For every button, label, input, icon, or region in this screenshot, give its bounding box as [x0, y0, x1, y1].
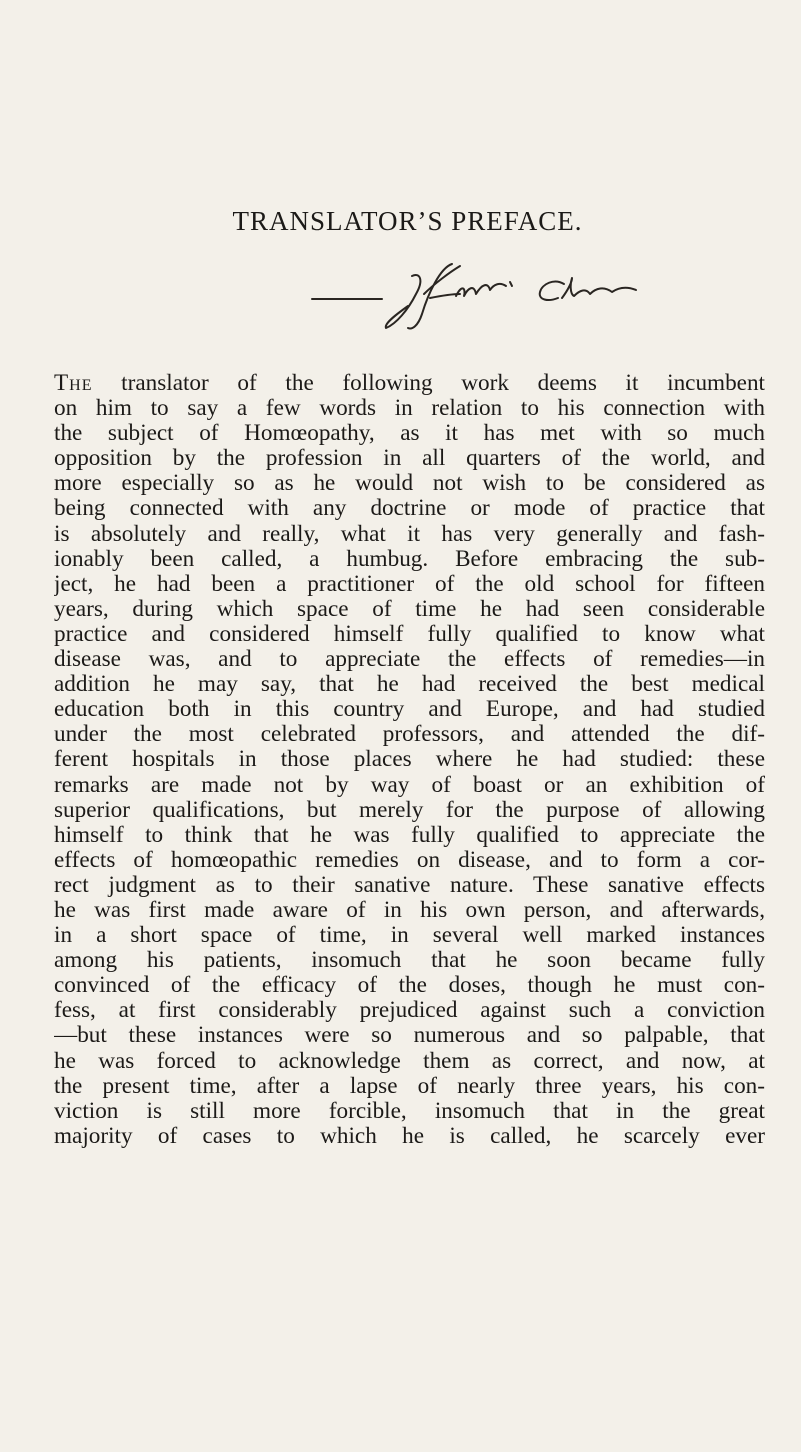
text-line: ionably been called, a humbug. Before embracing the sub- [54, 546, 765, 572]
text-line: being connected with any doctrine or mode of practice that [54, 496, 765, 522]
text-line: ferent hospitals in those places where he had studied: these [54, 747, 765, 773]
page-heading: TRANSLATOR’S PREFACE. [232, 206, 583, 236]
text-line: convinced of the efficacy of the doses, though he must con- [54, 973, 765, 999]
text-line: on him to say a few words in relation to his connection with [54, 396, 765, 422]
text-line: is absolutely and really, what it has very generally and fash- [54, 521, 765, 547]
text-line: remarks are made not by way of boast or an exhibition of [54, 772, 765, 798]
text-line: rect judgment as to their sanative nature. These sanative effects [54, 872, 765, 898]
text-line: he was forced to acknowledge them as correct, and now, at [54, 1048, 765, 1074]
text-line: himself to think that he was fully qualified to appreciate the [54, 822, 765, 848]
text-line: fess, at first considerably prejudiced against such a conviction [54, 998, 765, 1024]
text-line: majority of cases to which he is called, he scarcely ever [54, 1123, 765, 1149]
text-line: he was first made aware of in his own person, and afterwards, [54, 897, 765, 923]
text-line: under the most celebrated professors, and attended the dif- [54, 722, 765, 748]
text-line: years, during which space of time he had seen considerable [54, 596, 765, 622]
text-line: opposition by the profession in all quarters of the world, and [54, 446, 765, 472]
text-line: in a short space of time, in several well marked instances [54, 923, 765, 949]
text-line: the present time, after a lapse of nearly three years, his con- [54, 1073, 765, 1099]
text-line: among his patients, insomuch that he soon became fully [54, 948, 765, 974]
text-line: viction is still more forcible, insomuch that in the great [54, 1098, 765, 1124]
text-line: practice and considered himself fully qualified to know what [54, 621, 765, 647]
handwritten-signature [300, 254, 800, 334]
preface-body [54, 371, 765, 1149]
text-line: effects of homœopathic remedies on disease, and to form a cor- [54, 847, 765, 873]
text-line: superior qualifications, but merely for the purpose of allowing [54, 797, 765, 823]
text-line: the subject of Homœopathy, as it has met with so much [54, 421, 765, 447]
text-line: ject, he had been a practitioner of the old school for fifteen [54, 571, 765, 597]
text-line: more especially so as he would not wish to be considered as [54, 471, 765, 497]
text-line: addition he may say, that he had received the best medical [54, 672, 765, 698]
text-line: education both in this country and Europe, and had studied [54, 697, 765, 723]
first-word: The [54, 371, 93, 396]
text-line: disease was, and to appreciate the effects of remedies—in [54, 647, 765, 673]
text-line: —but these instances were so numerous and so palpable, that [54, 1023, 765, 1049]
text-line: The translator of the following work deems it incumbent [54, 371, 765, 396]
